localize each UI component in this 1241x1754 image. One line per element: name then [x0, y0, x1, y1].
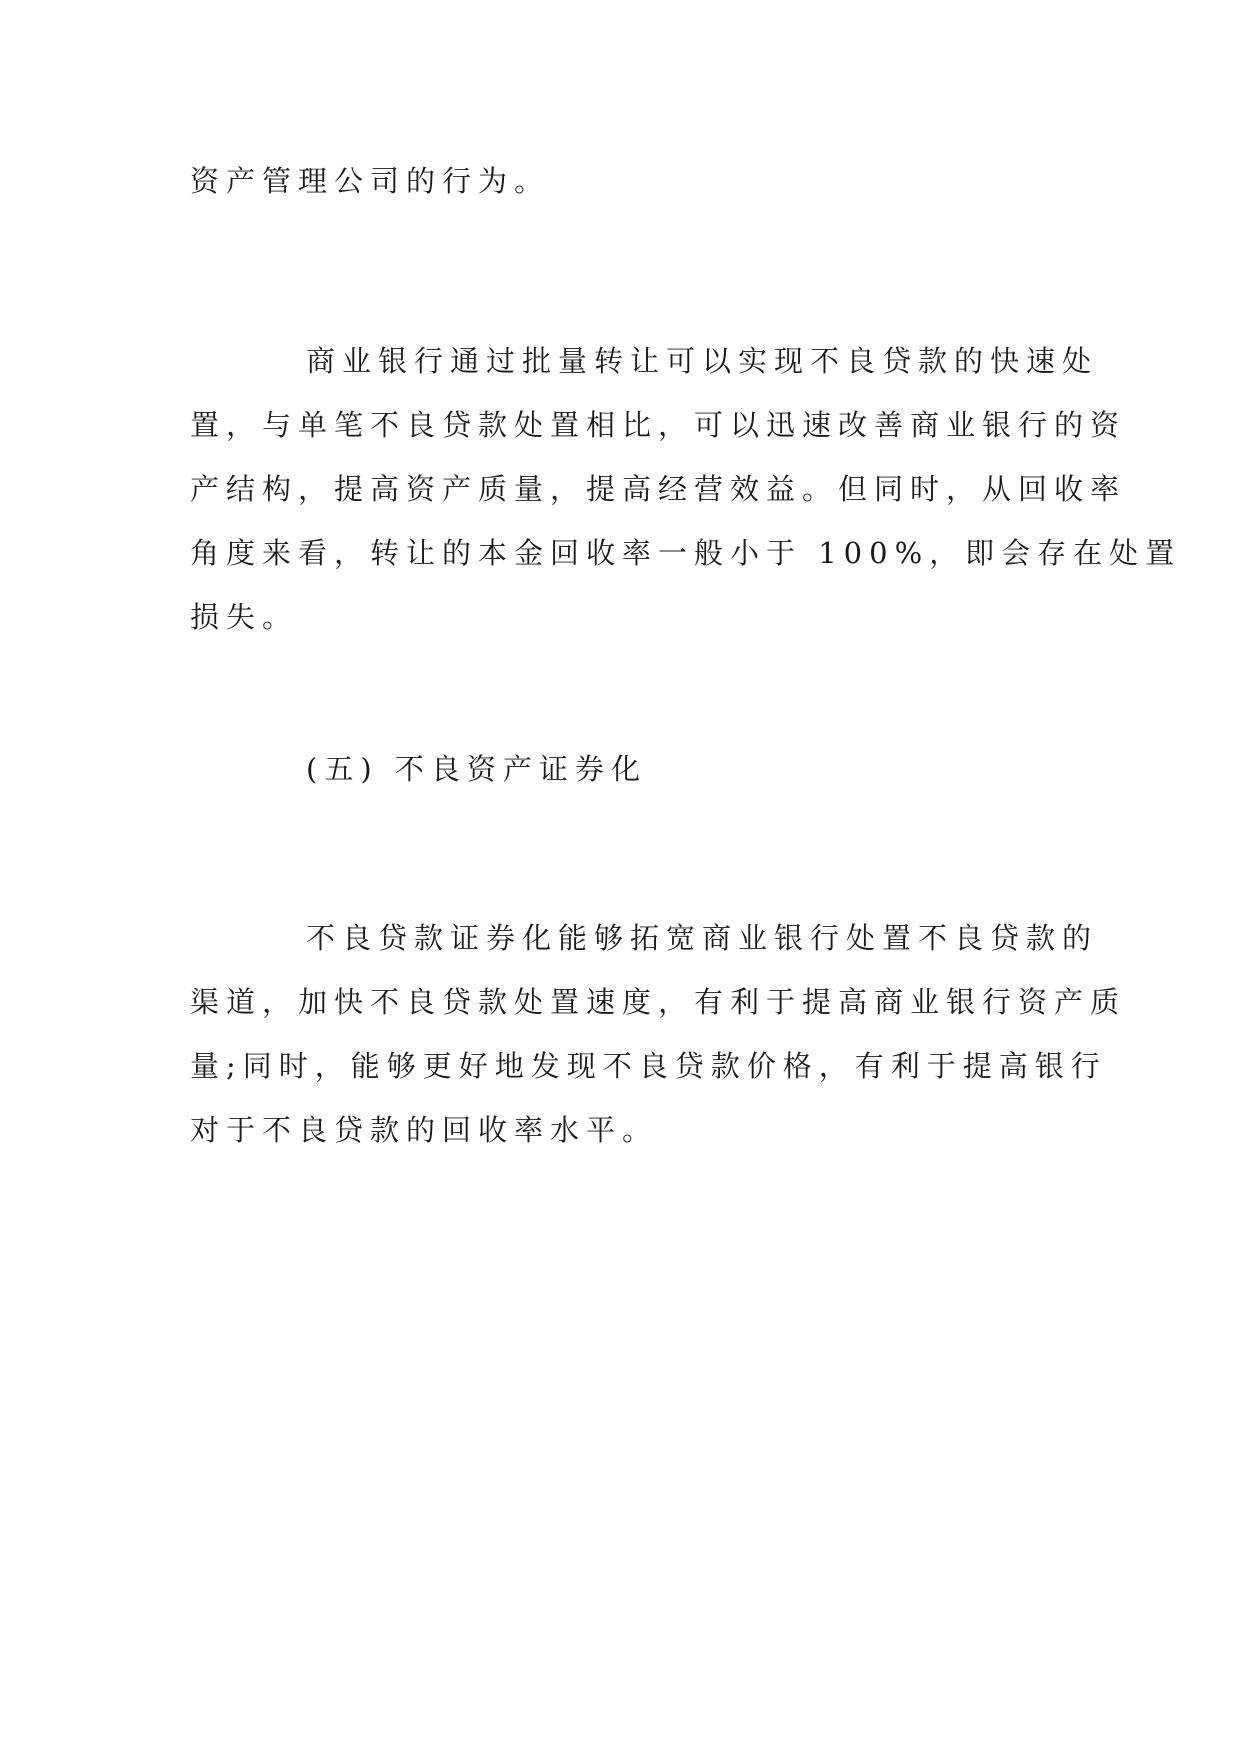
text-line: 渠道，加快不良贷款处置速度，有利于提高商业银行资产质	[190, 985, 1127, 1019]
text-line: 不良贷款证券化能够拓宽商业银行处置不良贷款的	[306, 921, 1099, 955]
text-line: 对于不良贷款的回收率水平。	[190, 1113, 659, 1147]
text-line: 商业银行通过批量转让可以实现不良贷款的快速处	[306, 344, 1099, 378]
paragraph-securitization	[190, 906, 1127, 1162]
section-heading: (五) 不良资产证券化	[306, 752, 647, 786]
text-line: 量;同时，能够更好地发现不良贷款价格，有利于提高银行	[190, 1049, 1107, 1083]
paragraph-batch-transfer	[190, 329, 1182, 649]
text-line: 置，与单笔不良贷款处置相比，可以迅速改善商业银行的资	[190, 408, 1127, 442]
text-line: 损失。	[190, 600, 299, 634]
text-line: 资产管理公司的行为。	[190, 164, 551, 198]
text-line: 角度来看，转让的本金回收率一般小于 100%，即会存在处置	[190, 536, 1182, 570]
paragraph-asset-management-tail	[190, 149, 1050, 213]
text-line: 产结构，提高资产质量，提高经营效益。但同时，从回收率	[190, 472, 1127, 506]
